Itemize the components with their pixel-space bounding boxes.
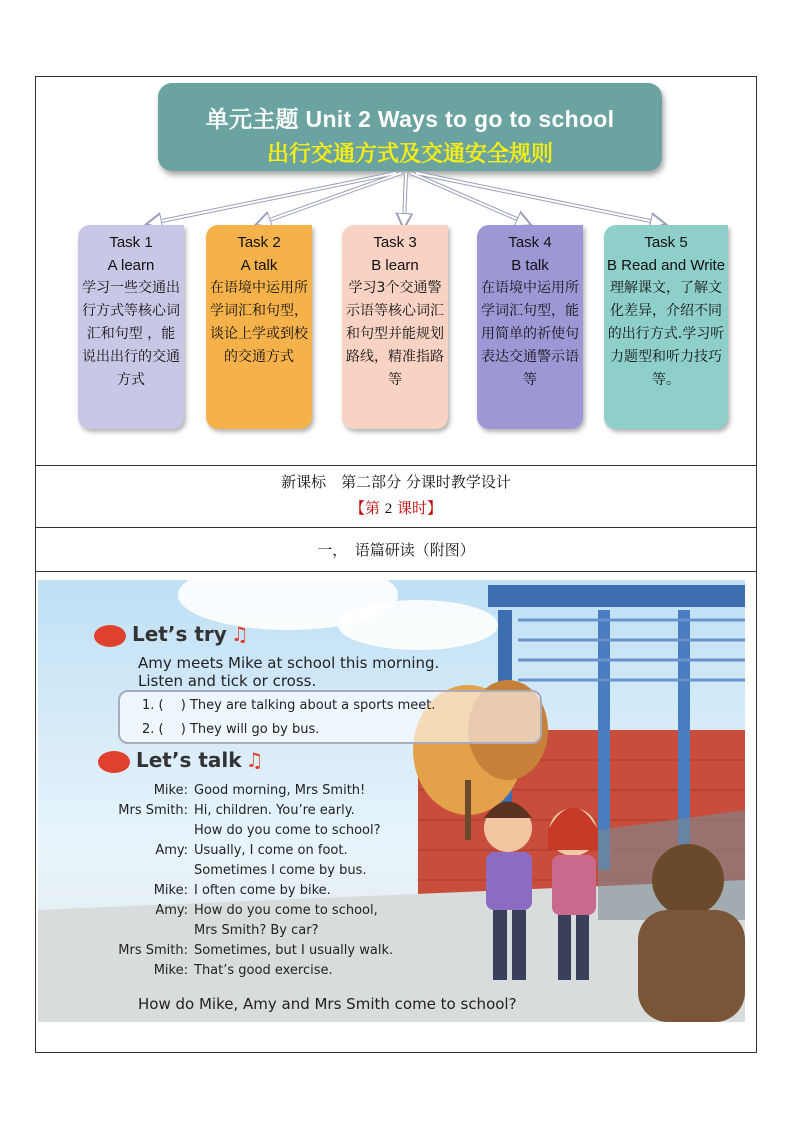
task-card-1	[78, 225, 184, 429]
dialogue-speaker: Amy:	[155, 903, 188, 918]
dialogue-speaker: Mike:	[153, 783, 188, 798]
dialogue-line: How do you come to school,	[194, 903, 378, 918]
headphone-icon	[94, 625, 126, 647]
dialogue-line: Good morning, Mrs Smith!	[194, 783, 366, 798]
dialogue-speaker: Mike:	[153, 963, 188, 978]
dialogue-line: Sometimes, but I usually walk.	[194, 943, 394, 958]
task-card-5	[604, 225, 728, 429]
task-card-3	[342, 225, 448, 429]
task-subtitle: B learn	[371, 257, 419, 274]
try-intro-line1: Amy meets Mike at school this morning.	[138, 654, 440, 672]
dialogue-line: Usually, I come on foot.	[194, 843, 348, 858]
task-description: 学习一些交通出行方式等核心词汇和句型 ，能说出出行的交通方式	[82, 280, 180, 388]
section-title: 新课标 第二部分 分课时教学设计	[281, 473, 511, 491]
task-title: Task 2	[237, 234, 281, 251]
comprehension-question: How do Mike, Amy and Mrs Smith come to school?	[138, 995, 517, 1013]
banner-title: 单元主题 Unit 2 Ways to go to school	[205, 106, 615, 132]
task-description: 理解课文，了解文化差异，介绍不同的出行方式.学习听力题型和听力技巧等。	[607, 280, 725, 388]
task-title: Task 4	[508, 234, 552, 251]
task-description: 在语境中运用所学词汇和句型，谈论上学或到校的交通方式	[210, 280, 308, 365]
divider	[36, 571, 756, 572]
banner-subtitle: 出行交通方式及交通安全规则	[266, 142, 553, 167]
task-card-2	[206, 225, 312, 429]
task-title: Task 3	[373, 234, 417, 251]
task-description: 在语境中运用所学词汇句型，能用简单的祈使句表达交通警示语等	[481, 280, 579, 388]
dialogue-line: I often come by bike.	[194, 883, 331, 898]
reading-title: 一， 语篇研读（附图）	[317, 541, 475, 559]
dialogue-line: How do you come to school?	[194, 823, 381, 838]
lesson-bracket-open: 【第	[349, 499, 385, 517]
headphone-icon	[98, 751, 130, 773]
question-1: 1. ( ) They are talking about a sports meet.	[142, 698, 436, 713]
dialogue-speaker: Mrs Smith:	[118, 943, 188, 958]
lets-talk-heading: Let’s talk ♫	[98, 748, 263, 773]
try-intro-line2: Listen and tick or cross.	[138, 672, 317, 690]
dialogue-line: Hi, children. You’re early.	[194, 803, 355, 818]
divider	[36, 465, 756, 466]
task-description: 学习3个交通警示语等核心词汇和句型并能规划路线，精准指路等	[346, 280, 444, 388]
worksheet-frame	[35, 76, 757, 1053]
task-card-4	[477, 225, 583, 429]
textbook-illustration	[38, 580, 745, 1022]
question-2: 2. ( ) They will go by bus.	[142, 722, 320, 737]
task-title: Task 1	[109, 234, 153, 251]
divider	[36, 527, 756, 528]
task-subtitle: A learn	[107, 257, 155, 274]
task-subtitle: B talk	[511, 257, 549, 274]
connector-arrows	[36, 77, 758, 237]
dialogue-line: Mrs Smith? By car?	[194, 923, 319, 938]
lesson-bracket-close: 课时】	[392, 499, 443, 517]
speaker-icon: ♫	[230, 622, 249, 646]
task-subtitle: B Read and Write	[606, 257, 726, 274]
lesson-number: 2	[384, 501, 393, 517]
task-title: Task 5	[644, 234, 688, 251]
speaker-icon: ♫	[245, 748, 264, 772]
dialogue-speaker: Amy:	[155, 843, 188, 858]
dialogue-speaker: Mike:	[153, 883, 188, 898]
dialogue-speaker: Mrs Smith:	[118, 803, 188, 818]
task-subtitle: A talk	[240, 257, 278, 274]
lets-try-heading: Let’s try ♫	[94, 622, 249, 647]
lesson-label	[36, 497, 756, 518]
dialogue-line: That’s good exercise.	[194, 963, 333, 978]
dialogue-line: Sometimes I come by bus.	[194, 863, 367, 878]
